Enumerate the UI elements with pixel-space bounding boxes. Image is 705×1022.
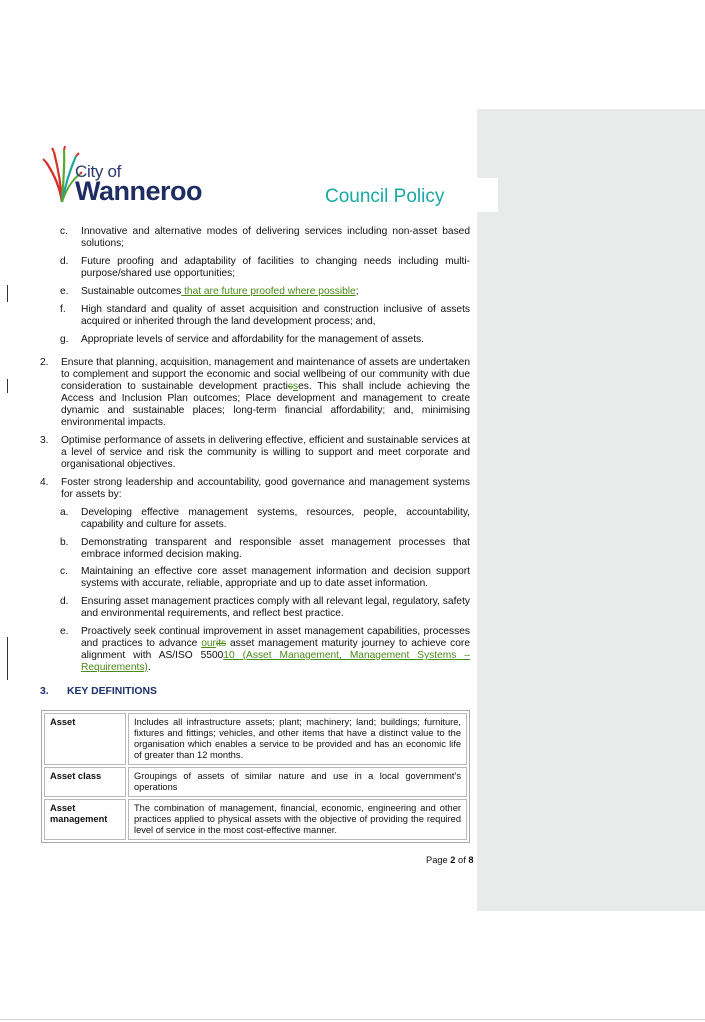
section-number: 3. [40, 686, 49, 697]
list-label: e. [60, 286, 69, 297]
logo-wanneroo: Wanneroo [75, 176, 202, 206]
item-text: Foster strong leadership and accountability, good governance and management systems for assets by: [61, 477, 470, 500]
list-text: Future proofing and adaptability of facilities to changing needs including multi-purpose/shared use opportunities; [81, 256, 470, 279]
sub-text: Proactively seek continual improvement in asset management capabilities, processes and practices to advance ourits asset management maturity journey to achieve core alignment with AS/ISO 550010 (Asset Management, Management Systems – Requirements). [81, 626, 470, 673]
sub-text: Ensuring asset management practices comply with all relevant legal, regulatory, safety and environmental requirements, and reflect best practice. [81, 596, 470, 619]
item-number: 2. [40, 357, 49, 368]
definition-term: Asset class [44, 767, 126, 797]
sub-label: c. [60, 566, 68, 577]
sub-text: Demonstrating transparent and responsible asset management processes that embrace informed decision making. [81, 537, 470, 560]
change-bar [7, 285, 8, 302]
list-label: c. [60, 226, 68, 237]
table-row [44, 767, 467, 797]
table-row [44, 799, 467, 840]
list-text: Innovative and alternative modes of delivering services including non-asset based solutions; [81, 226, 470, 249]
page-number: Page 2 of 8 [426, 855, 474, 865]
list-text: Sustainable outcomes that are future proofed where possible; [81, 286, 359, 297]
definition-text: The combination of management, financial, economic, engineering and other practices applied to physical assets with the objective of providing the required level of service in the most cost-effective manner. [128, 799, 467, 840]
sub-label: e. [60, 626, 69, 637]
item-text: Optimise performance of assets in delivering effective, efficient and sustainable services at a level of service and risk the community is willing to support and meet corporate and organisational objectives. [61, 435, 470, 470]
sub-label: b. [60, 537, 69, 548]
city-logo [42, 144, 212, 208]
section-title: KEY DEFINITIONS [67, 686, 157, 697]
definition-text: Includes all infrastructure assets; plant; machinery; land; buildings; furniture, fixtures and fittings; vehicles, and other items that have a distinct value to the organisation which enables a service to be provided and has an economic life of greater than 12 months. [128, 713, 467, 765]
list-label: d. [60, 256, 69, 267]
tracked-insertion: that are future proofed where possible [181, 286, 356, 297]
sub-text: Developing effective management systems, resources, people, accountability, capability and culture for assets. [81, 507, 470, 530]
definition-text: Groupings of assets of similar nature and use in a local government’s operations [128, 767, 467, 797]
change-bar [7, 379, 8, 393]
list-label: g. [60, 334, 69, 345]
margin-panel [477, 109, 705, 911]
sub-label: a. [60, 507, 69, 518]
sub-text: Maintaining an effective core asset management information and decision support systems with accurate, reliable, appropriate and up to date asset information. [81, 566, 470, 589]
change-bar [7, 637, 8, 680]
item-text: Ensure that planning, acquisition, management and maintenance of assets are undertaken to complement and support the economic and social wellbeing of our community with due consideration to sustainable development practicses. This shall include achieving the Access and Inclusion Plan outcomes; Place development and management to create dynamic and sustainable places; long-term financial affordability; and, minimising environmental impacts. [61, 357, 470, 428]
page-title: Council Policy [325, 186, 445, 207]
tracked-insertion: 10 (Asset Management, Management Systems – Requirements) [81, 650, 470, 673]
tracked-deletion: its [215, 638, 227, 649]
tracked-insertion: s [293, 381, 299, 392]
logo-city-of: City of [75, 162, 122, 181]
definition-term: Asset management [44, 799, 126, 840]
table-row [44, 713, 467, 765]
definitions-table [41, 710, 470, 843]
item-number: 3. [40, 435, 49, 446]
definition-term: Asset [44, 713, 126, 765]
tracked-insertion: our [201, 638, 216, 649]
item-number: 4. [40, 477, 49, 488]
sub-label: d. [60, 596, 69, 607]
list-text: High standard and quality of asset acquisition and construction inclusive of assets acquired or inherited through the land development process; and, [81, 304, 470, 327]
list-text: Appropriate levels of service and affordability for the management of assets. [81, 334, 424, 345]
list-label: f. [60, 304, 66, 315]
tracked-deletion: c [287, 381, 294, 392]
page-edge [0, 1019, 705, 1020]
